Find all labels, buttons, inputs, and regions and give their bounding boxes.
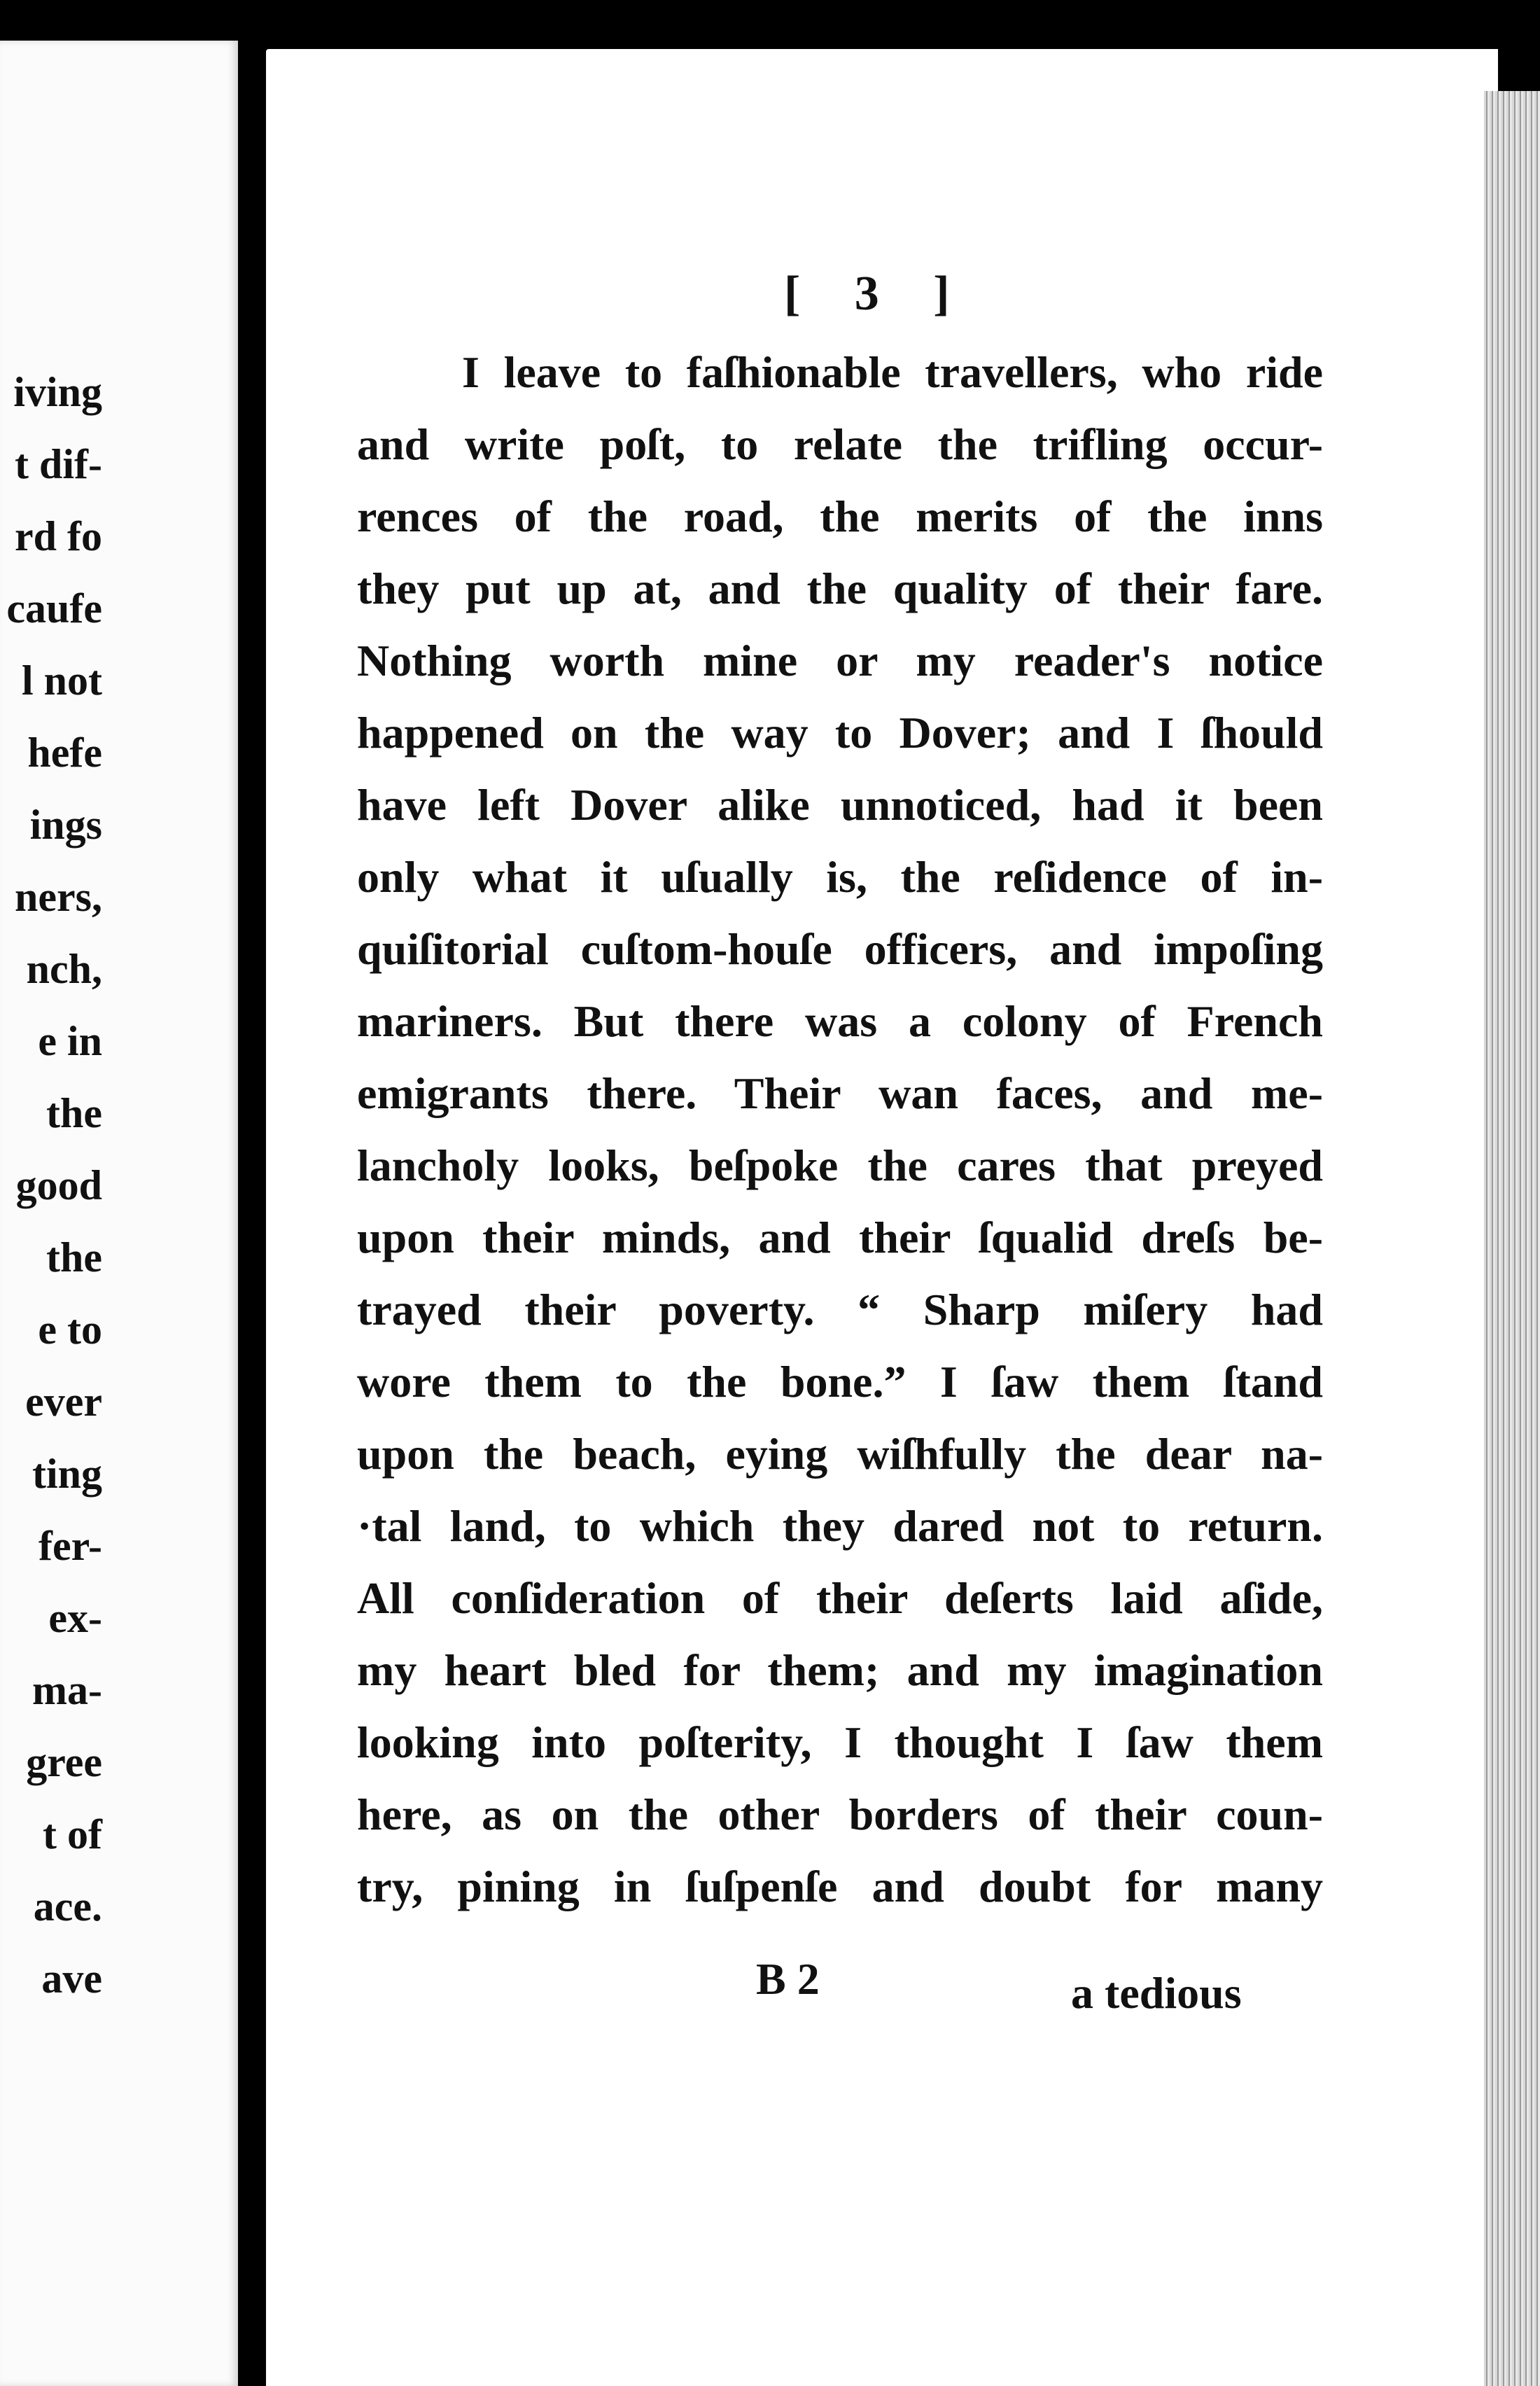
signature-mark: B 2: [756, 1954, 820, 2004]
text-line: have left Dover alike unnoticed, had it been: [357, 780, 1323, 830]
left-page-line-fragment: nch,: [26, 946, 102, 992]
left-page-line-fragment: the: [46, 1090, 102, 1136]
text-line: upon their minds, and their ſqualid dreſs be-: [357, 1213, 1323, 1262]
text-line: Nothing worth mine or my reader's notice: [357, 636, 1323, 685]
text-line: only what it uſually is, the reſidence of in-: [357, 852, 1323, 902]
text-line: happened on the way to Dover; and I ſhould: [357, 708, 1323, 758]
text-line: emigrants there. Their wan faces, and me-: [357, 1068, 1323, 1118]
body-text: [357, 336, 1323, 1923]
left-page-line-fragment: fer-: [38, 1523, 102, 1569]
text-line: ·tal land, to which they dared not to return.: [357, 1501, 1323, 1551]
left-page-line-fragment: ex-: [48, 1595, 102, 1641]
text-line: my heart bled for them; and my imagination: [357, 1645, 1323, 1695]
left-page-line-fragment: ners,: [15, 874, 102, 920]
text-line: mariners. But there was a colony of French: [357, 996, 1323, 1046]
left-page-line-fragment: t dif-: [15, 441, 102, 487]
left-facing-page: [0, 41, 238, 2386]
text-line: wore them to the bone.” I ſaw them ſtand: [357, 1357, 1323, 1407]
left-page-line-fragment: hefe: [27, 730, 102, 776]
left-page-line-fragment: caufe: [6, 585, 102, 632]
left-page-line-fragment: ave: [41, 1955, 102, 2002]
left-page-line-fragment: e to: [38, 1306, 102, 1353]
text-line: rences of the road, the merits of the inns: [357, 491, 1323, 541]
left-page-line-fragment: ting: [31, 1451, 102, 1497]
text-line: here, as on the other borders of their coun-: [357, 1790, 1323, 1839]
left-page-line-fragment: t of: [43, 1811, 102, 1857]
left-page-line-fragment: ings: [29, 802, 102, 848]
text-line: looking into poſterity, I thought I ſaw them: [357, 1717, 1323, 1767]
page-edge: [1484, 91, 1540, 2386]
left-page-line-fragment: ma-: [32, 1667, 102, 1713]
text-line: and write poſt, to relate the trifling occur-: [357, 419, 1323, 469]
left-page-line-fragment: ace.: [33, 1883, 102, 1930]
page-number-header: [ 3 ]: [784, 267, 971, 321]
text-line: I leave to faſhionable travellers, who ride: [462, 347, 1323, 397]
text-line: trayed their poverty. “ Sharp miſery had: [357, 1285, 1323, 1334]
left-page-line-fragment: the: [46, 1234, 102, 1281]
catchword: a tedious: [1071, 1968, 1242, 2018]
text-line: lancholy looks, beſpoke the cares that preyed: [357, 1140, 1323, 1190]
left-page-line-fragment: good: [15, 1162, 102, 1208]
text-line: All conſideration of their deſerts laid aſide,: [357, 1573, 1323, 1623]
left-page-line-fragment: ever: [25, 1379, 102, 1425]
left-page-line-fragment: l not: [21, 657, 102, 704]
text-line: try, pining in ſuſpenſe and doubt for many: [357, 1862, 1323, 1911]
left-page-line-fragment: e in: [38, 1018, 102, 1064]
text-line: they put up at, and the quality of their fare.: [357, 564, 1323, 613]
book-gutter: [238, 0, 266, 2386]
text-line: quiſitorial cuſtom-houſe officers, and impoſing: [357, 924, 1323, 974]
left-page-line-fragment: iving: [13, 369, 102, 415]
text-line: upon the beach, eying wiſhfully the dear na-: [357, 1429, 1323, 1479]
left-page-line-fragment: gree: [26, 1739, 102, 1785]
left-page-line-fragment: rd fo: [15, 513, 102, 559]
